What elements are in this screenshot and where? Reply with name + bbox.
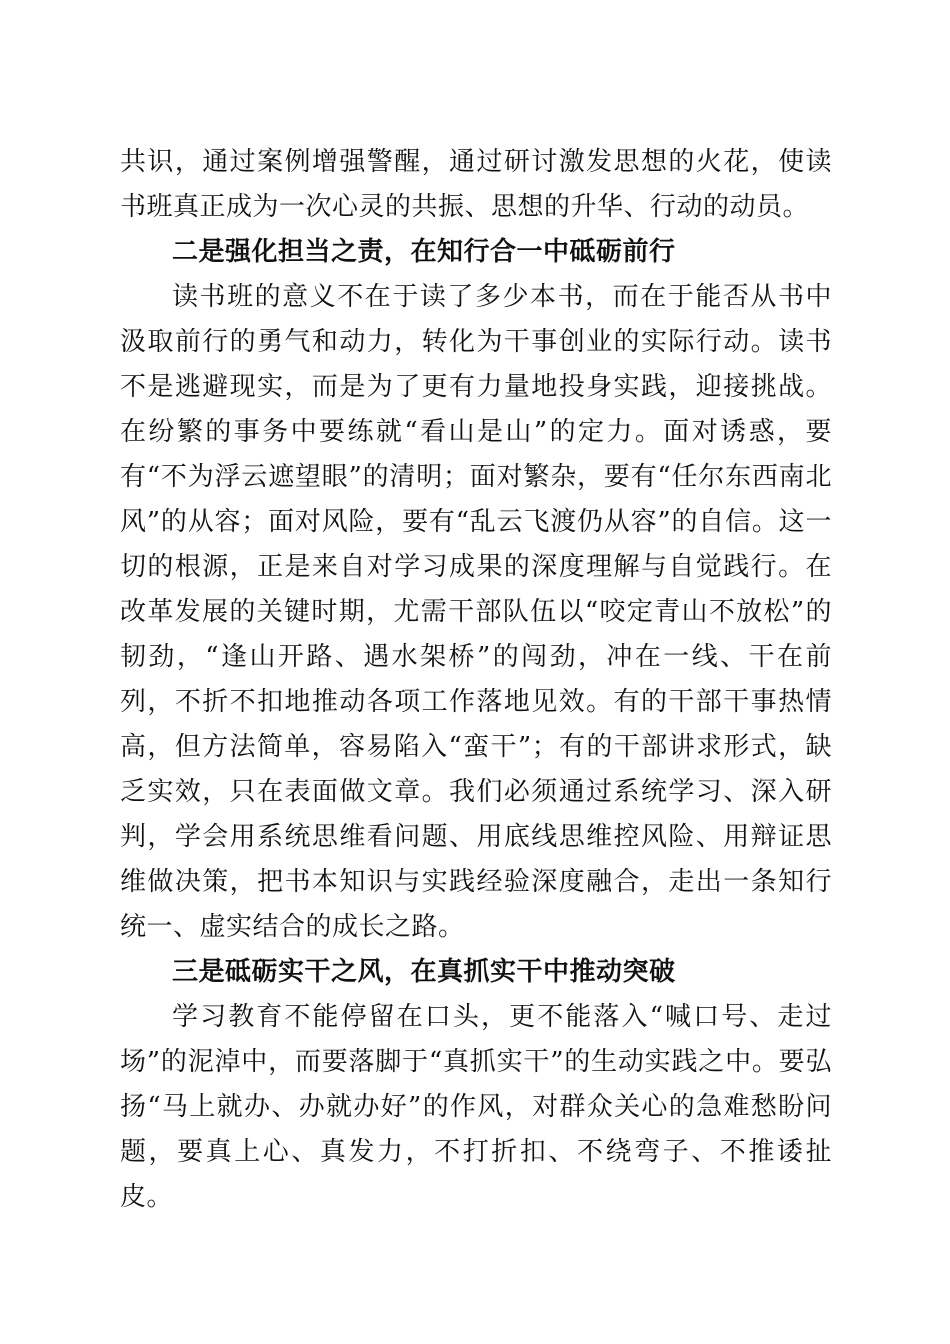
paragraph-section-two: 读书班的意义不在于读了多少本书，而在于能否从书中汲取前行的勇气和动力，转化为干事创业的实际行动。读书不是逃避现实，而是为了更有力量地投身实践，迎接挑战。在纷繁的事务中要练就“看山是山”的定力。面对诱惑，要有“不为浮云遮望眼”的清明；面对繁杂，要有“任尔东西南北风”的从容；面对风险，要有“乱云飞渡仍从容”的自信。这一切的根源，正是来自对学习成果的深度理解与自觉践行。在改革发展的关键时期，尤需干部队伍以“咬定青山不放松”的韧劲，“逢山开路、遇水架桥”的闯劲，冲在一线、干在前列，不折不扣地推动各项工作落地见效。有的干部干事热情高，但方法简单，容易陷入“蛮干”；有的干部讲求形式，缺乏实效，只在表面做文章。我们必须通过系统学习、深入研判，学会用系统思维看问题、用底线思维控风险、用辩证思维做决策，把书本知识与实践经验深度融合，走出一条知行统一、虚实结合的成长之路。 bbox=[120, 282, 832, 942]
paragraph-section-three: 学习教育不能停留在口头，更不能落入“喊口号、走过场”的泥淖中，而要落脚于“真抓实干”的生动实践之中。要弘扬“马上就办、办就办好”的作风，对群众关心的急难愁盼问题，要真上心、真发力，不打折扣、不绕弯子、不推诿扯皮。 bbox=[120, 1002, 832, 1212]
paragraph-continuation: 共识，通过案例增强警醒，通过研讨激发思想的火花，使读书班真正成为一次心灵的共振、思想的升华、行动的动员。 bbox=[120, 147, 832, 222]
section-heading-two: 二是强化担当之责，在知行合一中砥砺前行 bbox=[172, 237, 676, 267]
section-heading-three: 三是砥砺实干之风，在真抓实干中推动突破 bbox=[172, 957, 676, 987]
document-body bbox=[120, 140, 832, 1220]
